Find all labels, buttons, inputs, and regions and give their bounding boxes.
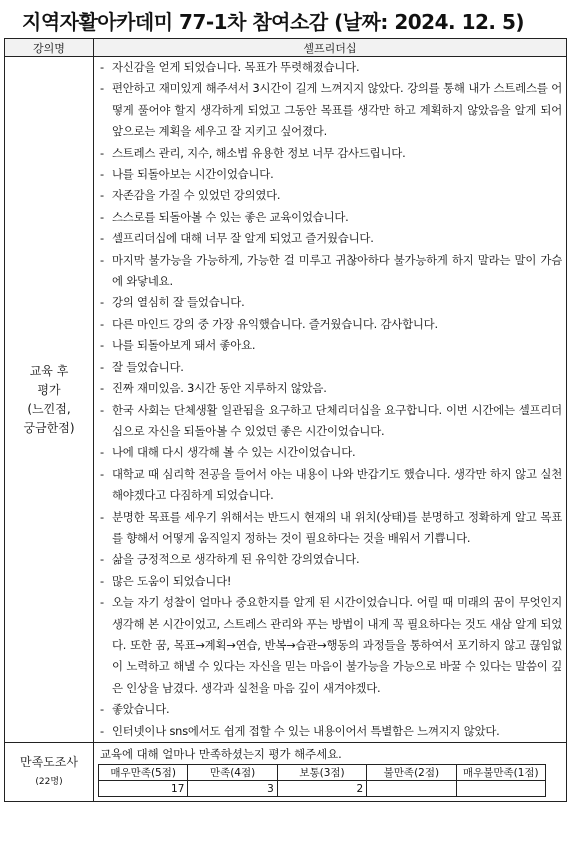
comment-item <box>98 357 562 378</box>
bullet-dash: - <box>100 60 104 74</box>
comment-item <box>98 335 562 356</box>
comment-text: 나에 대해 다시 생각해 볼 수 있는 시간이었습니다. <box>112 445 356 460</box>
satisfaction-cell <box>94 743 567 802</box>
bullet-dash: - <box>100 316 104 331</box>
comment-text: 강의 열심히 잘 들었습니다. <box>112 295 245 310</box>
comment-text: 대학교 때 심리학 전공을 들어서 아는 내용이 나와 반갑기도 했습니다. 생각만 하지 않고 실천해야겠다고 다짐하게 되었습니다. <box>112 466 562 503</box>
page-title: 지역자활아카데미 77-1차 참여소감 (날짜: 2024. 12. 5) <box>22 10 525 34</box>
comment-text: 나를 되돌아보는 시간이었습니다. <box>112 167 274 182</box>
comment-item <box>98 57 562 78</box>
bullet-dash: - <box>100 552 104 567</box>
comment-text: 스트레스 관리, 지수, 해소법 유용한 정보 너무 감사드립니다. <box>112 145 406 160</box>
section-label-line: 평가 <box>37 382 61 397</box>
bullet-dash: - <box>100 167 104 182</box>
comment-text: 스스로를 되돌아볼 수 있는 좋은 교육이었습니다. <box>112 209 349 224</box>
rating-header: 매우만족(5점) <box>99 765 188 781</box>
bullet-dash: - <box>100 723 104 738</box>
comment-item <box>98 185 562 206</box>
comment-text: 마지막 불가능을 가능하게, 가능한 걸 미루고 귀찮아하다 불가능하게 하지 말라는 말이 가슴에 와닿네요. <box>112 252 562 289</box>
comment-item <box>98 592 562 699</box>
bullet-dash: - <box>100 702 104 717</box>
satisfaction-question: 교육에 대해 얼마나 만족하셨는지 평가 해주세요. <box>100 747 342 761</box>
rating-value: 17 <box>99 781 188 797</box>
bullet-dash: - <box>100 295 104 310</box>
comment-text: 잘 들었습니다. <box>112 359 184 374</box>
comment-item <box>98 442 562 463</box>
bullet-dash: - <box>100 359 104 374</box>
comment-text: 셀프리더십에 대해 너무 잘 알게 되었고 즐거웠습니다. <box>112 231 374 246</box>
header-row <box>5 39 567 57</box>
section-label-line: (느낀점, <box>27 401 71 416</box>
comment-item <box>98 507 562 550</box>
bullet-dash: - <box>100 252 104 267</box>
comment-text: 좋았습니다. <box>112 702 170 717</box>
comment-text: 한국 사회는 단체생활 일관됨을 요구하고 단체리더십을 요구합니다. 이번 시간에는 셀프리더십으로 자신을 되돌아볼 수 있었던 좋은 시간이었습니다. <box>112 402 562 438</box>
rating-value <box>367 781 456 797</box>
header-lecture-title: 셀프리더십 <box>94 39 567 57</box>
bullet-dash: - <box>100 573 104 588</box>
rating-table <box>98 764 546 797</box>
comment-item <box>98 378 562 399</box>
header-lecture-name: 강의명 <box>5 39 94 57</box>
comment-text: 오늘 자기 성찰이 얼마나 중요한지를 알게 된 시간이었습니다. 어릴 때 미래의 꿈이 무엇인지 생각해 본 시간이었고, 스트레스 관리와 푸는 방법이 내게 꼭 필요하다는 것도 새삼 알게 되었다. 또한 꿈, 목표→계획→연습, 반복→습관→행동의 과정들을 통하여서 포기하지 않고 끊임없이 노력하고 해낼 수 있다는 자신을 믿는 마음이 불가능을 가능으로 바꿀 수 있다는 말씀이 깊은 인상을 남겼다. 생각과 실천을 마음 깊이 새겨야겠다. <box>112 595 562 695</box>
rating-value: 2 <box>277 781 366 797</box>
comment-item <box>98 571 562 592</box>
rating-header: 매우불만족(1점) <box>456 765 545 781</box>
rating-header-row <box>99 765 546 781</box>
rating-header: 불만족(2점) <box>367 765 456 781</box>
bullet-dash: - <box>100 231 104 246</box>
bullet-dash: - <box>100 145 104 160</box>
rating-header: 만족(4점) <box>188 765 277 781</box>
bullet-dash: - <box>100 509 104 524</box>
section-label-line: 궁금한점) <box>23 420 75 435</box>
satisfaction-title: 만족도조사 <box>20 755 78 769</box>
comment-item <box>98 228 562 249</box>
comment-text: 분명한 목표를 세우기 위해서는 반드시 현재의 내 위치(상태)를 분명하고 정확하게 알고 목표를 향해서 어떻게 움직일지 정하는 것이 필요하다는 것을 배워서 기쁩니다. <box>112 509 562 545</box>
comments-row <box>5 57 567 743</box>
bullet-dash: - <box>100 81 104 96</box>
comment-item <box>98 78 562 142</box>
comment-item <box>98 143 562 164</box>
evaluation-table <box>4 38 567 802</box>
comment-item <box>98 721 562 742</box>
comment-text: 편안하고 재미있게 해주셔서 3시간이 길게 느껴지지 않았다. 강의를 통해 내가 스트레스를 어떻게 풀어야 할지 생각하게 되었고 그동안 목표를 생각만 하고 계획하지 않았음을 알게 되어 앞으로는 계획을 세우고 잘 지키고 싶어졌다. <box>112 81 562 139</box>
comment-item <box>98 464 562 507</box>
section-label <box>5 57 94 743</box>
comment-text: 인터넷이나 sns에서도 쉽게 접할 수 있는 내용이어서 특별함은 느껴지지 않았다. <box>112 723 500 738</box>
comment-text: 삶을 긍정적으로 생각하게 된 유익한 강의였습니다. <box>112 552 360 567</box>
comment-list <box>98 57 562 742</box>
bullet-dash: - <box>100 381 104 396</box>
comment-item <box>98 164 562 185</box>
comment-item <box>98 250 562 293</box>
bullet-dash: - <box>100 402 104 417</box>
comment-text: 다른 마인드 강의 중 가장 유익했습니다. 즐거웠습니다. 감사합니다. <box>112 316 438 331</box>
rating-header: 보통(3점) <box>277 765 366 781</box>
comment-item <box>98 549 562 570</box>
satisfaction-row <box>5 743 567 802</box>
comment-text: 자존감을 가질 수 있었던 강의였다. <box>112 188 281 203</box>
respondent-count: (22명) <box>35 777 63 787</box>
comment-item <box>98 314 562 335</box>
rating-value: 3 <box>188 781 277 797</box>
bullet-dash: - <box>100 445 104 460</box>
bullet-dash: - <box>100 466 104 481</box>
comment-item <box>98 699 562 720</box>
comment-text: 진짜 재미있음. 3시간 동안 지루하지 않았음. <box>112 381 327 396</box>
bullet-dash: - <box>100 595 104 610</box>
comment-item <box>98 207 562 228</box>
comment-item <box>98 400 562 443</box>
comment-text: 많은 도움이 되었습니다! <box>112 573 232 588</box>
rating-value <box>456 781 545 797</box>
rating-value-row <box>99 781 546 797</box>
comments-cell <box>94 57 567 743</box>
bullet-dash: - <box>100 188 104 203</box>
comment-item <box>98 292 562 313</box>
bullet-dash: - <box>100 209 104 224</box>
section-label-line: 교육 후 <box>29 363 69 378</box>
comment-text: 나를 되돌아보게 돼서 좋아요. <box>112 338 256 353</box>
satisfaction-label <box>5 743 94 802</box>
comment-text: 자신감을 얻게 되었습니다. 목표가 뚜렷해졌습니다. <box>112 60 360 74</box>
bullet-dash: - <box>100 338 104 353</box>
